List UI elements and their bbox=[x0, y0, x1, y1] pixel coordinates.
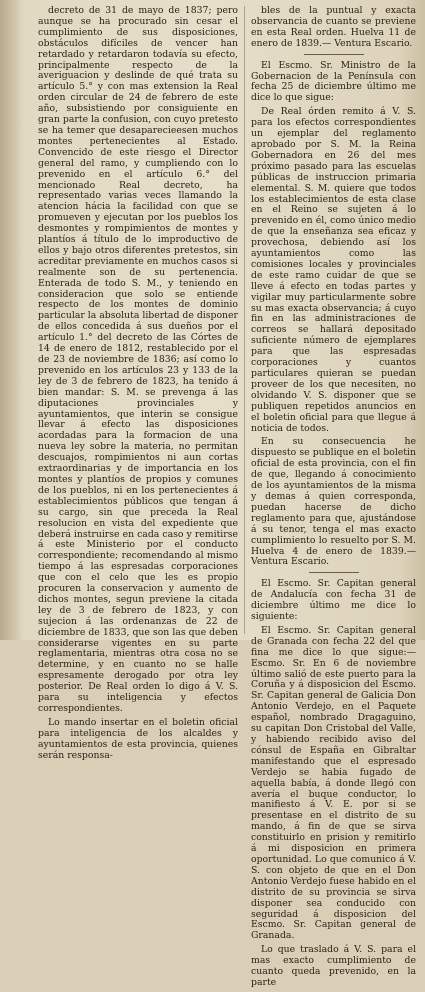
page-edge-stain bbox=[0, 0, 22, 640]
right-text-column bbox=[251, 6, 416, 992]
paragraph-insertion-order: Lo mando insertar en el boletin oficial para inteligencia de los alcaldes y ayuntamientos de esta provincia, quienes serán responsa- bbox=[38, 716, 238, 761]
paragraph-captain-intro: El Escmo. Sr. Capitan general de Andalucía con fecha 31 de diciembre último me dice lo siguiente: bbox=[251, 578, 416, 623]
paragraph-publication: En su consecuencia he dispuesto se publique en el boletin oficial de esta provincia, con el fin de que, llegando á conocimiento de los ayuntamientos de la misma y demas á quien corresponda, puedan hacerse de dicho reglamento para que, ajustándose á su tenor, tenga el mas exacto cumplimiento lo resuelto por S. M. Huelva 4 de enero de 1839.— Ventura Escario. bbox=[251, 436, 416, 568]
paragraph-reglamento: De Real órden remito á V. S. para los efectos correspondientes un ejemplar del reglamento aprobado por S. M. la Reina Gobernadora en 26 del mes próximo pasado para las escuelas públicas de instruccion primaria elemental. S. M. quiere que todos los establecimientos de esta clase en el Reino se sujeten á lo prevenido en él, como único medio de que la enseñanza sea eficaz y provechosa, debiendo así los ayuntamientos como las comisiones locales y provinciales de este ramo cuidar de que se lleve á efecto en todas partes y vigilar muy particularmente sobre su mas exacta observancia; á cuyo fin en las administraciones de correos se hallará depositado suficiente número de ejemplares para que las espresadas corporaciones y cuantos particulares quieran se puedan proveer de los que necesiten, no olvidando V. S. disponer que se publiquen repetidos anuncios en el boletin oficial para que llegue á noticia de todos. bbox=[251, 106, 416, 434]
paragraph-decree-montes: decreto de 31 de mayo de 1837; pero aunque se ha procurado sin cesar el cumplimiento de sus disposiciones, obstáculos difíciles de vencer han retardado y retardaron todavía su efecto, principalmente respecto de la averiguacion y deslinde de qué trata su artículo 5.° y con mas extension la Real orden circular de 24 de febrero de este año, subsistiendo por consiguiente en gran parte la confusion, con cuyo pretesto se ha temer que desaparecieesen muchos montes pertenecientes al Estado. Convencido de este riesgo el Director general del ramo, y cumpliendo con lo prevenido en el artículo 6.° del mencionado Real decreto, ha representado varias veces llamando la atencion hácia la facilidad con que se promueven y ejecutan por los pueblos los desmontes y rompimientos de montes y plantíos á título de lo improductivo de ellos y bajo otros diferentes pretestos, sin acreditar previamente en muchos casos si realmente son de su pertenencia. Enterada de todo S. M., y teniendo en consideracion que solo se entiende respecto de los montes de dominio particular la absoluta libertad de disponer de ellos concedida á sus dueños por el artículo 1.° del decreto de las Córtes de 14 de enero de 1812, restablecido por el de 23 de noviembre de 1836; así como lo prevenido en los artículos 23 y 133 de la ley de 3 de febrero de 1823, ha tenido á bien mandar: S. M. se prevenga á las diputaciones provinciales y ayuntamientos, que interin se consigue llevar á efecto las disposiciones acordadas para la formacion de una nueva ley sobre la materia, no permitan descuajos, rompimientos ni aun cortas extraordinarias y de importancia en los montes y plantíos de propios y comunes de los pueblos, ni en los pertenecientes á establecimientos públicos que tengan á su cargo, sin que preceda la Real resolucion en vista del expediente que deberá instruirse en cada caso y remitirse á este Ministerio por el conducto correspondiente; recomendando al mismo tiempo á las espresadas corporaciones que con el celo que les es propio procuren la conservacion y aumento de dichos montes, segun previene la citada ley de 3 de febrero de 1823, y con sujecion á las ordenanzas de 22 de diciembre de 1833, que son las que deben considerarse vigentes en su parte reglamentaria, mientras otra cosa no se determine, y en cuanto no se halle espresamente derogado por otra ley posterior. De Real orden lo digo á V. S. para su inteligencia y efectos correspondientes. bbox=[38, 5, 238, 714]
paragraph-continuation: bles de la puntual y exacta observancia de cuanto se previene en esta Real orden. Huelva 11 de enero de 1839.— Ventura Escario. bbox=[251, 5, 416, 49]
paragraph-verdejo: El Escmo. Sr. Capitan general de Granada con fecha 22 del que fina me dice lo que sigue:— Escmo. Sr. En 6 de noviembre último salió de este puerto para la Coruña y á disposicion del Escmo. Sr. Capitan general de Galicia Don Antonio Verdejo, en el Paquete español, nombrado Dragaguino, su capitan Don Cristobal del Valle, y habiendo recibido aviso del cónsul de España en Gibraltar manifestando que el espresado Verdejo se habia fugado de aquella babía, á donde llegó con avería el buque conductor, lo manifiesto á V. E. por si se presentase en el distrito de su mando, á fin de que se sirva constituirlo en prision y remitirlo á mi disposicion en primera oportunidad. Lo que comunico á V. S. con objeto de que en el Don Antonio Verdejo fuese habido en el distrito de su provincia se sirva disponer sea conducido con seguridad á disposicion del Escmo. Sr. Capitan general de Granada. bbox=[251, 624, 416, 942]
section-divider bbox=[309, 572, 359, 573]
paragraph-traslado: Lo que traslado á V. S. para el mas exacto cumplimiento de cuanto queda prevenido, en la parte bbox=[251, 944, 416, 988]
left-text-column bbox=[38, 6, 238, 765]
column-divider bbox=[244, 6, 245, 634]
section-divider bbox=[304, 54, 364, 55]
paragraph-minister-intro: El Escmo. Sr. Ministro de la Gobernacion de la Península con fecha 25 de diciembre último me dice lo que sigue: bbox=[251, 59, 416, 104]
